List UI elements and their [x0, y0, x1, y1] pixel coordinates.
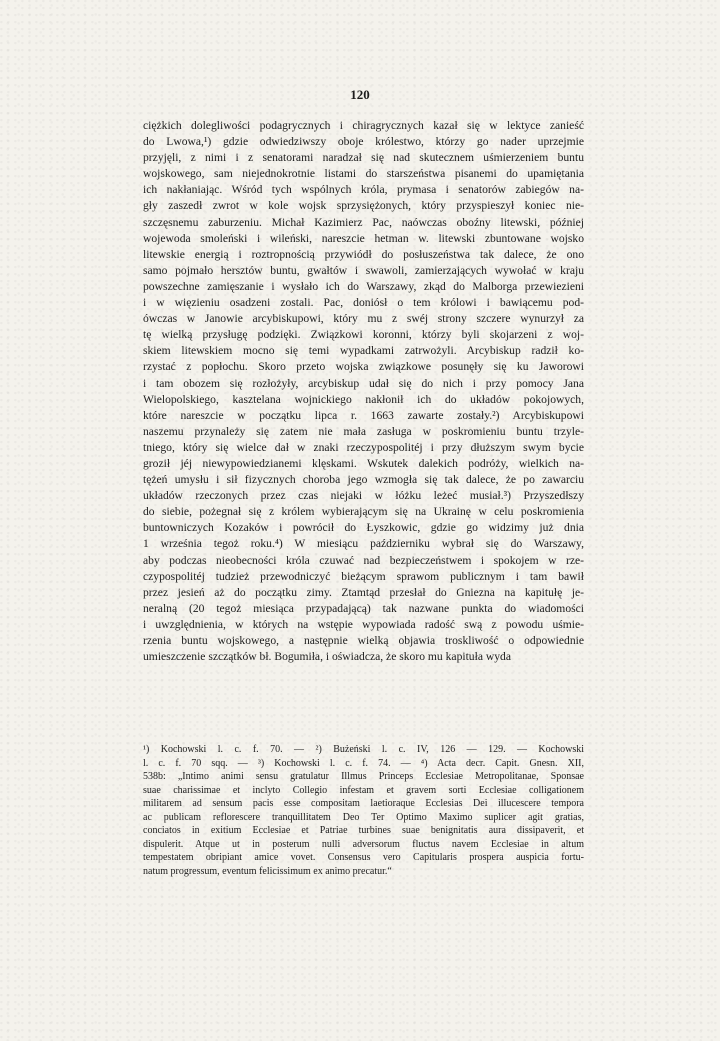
body-line: które nareszcie w początku lipca r. 1663 zawarte zostały.²) Arcybiskupowi — [143, 408, 584, 422]
body-line: ówczas w Janowie arcybiskupowi, który mu z swéj strony szczere wynurzył za — [143, 312, 584, 326]
body-line: tniego, który się wielce dał w znaki rzeczypospolitéj i przy dłuższym swym bycie — [143, 440, 584, 454]
body-line: wojskowego, sam niejednokrotnie listami do starszeństwa pisanemi do upamiętania — [143, 167, 584, 181]
footnote-line: dispulerit. Atque ut in posterum nulli adversorum fluctus navem Ecclesiae in altum — [143, 838, 584, 850]
body-line: przez jesień aż do początku zimy. Ztamtąd przesłał do Gniezna na kapitułę je- — [143, 585, 584, 599]
body-line: gły zaszedł zwrot w kole wojsk sprzysiężonych, który przyspieszył koniec nie- — [143, 199, 584, 213]
footnote-line: 538b: „Intimo animi sensu gratulatur Illmus Princeps Ecclesiae Metropolitanae, Sponsae — [143, 771, 584, 782]
body-text — [143, 118, 584, 665]
body-line: naszemu przynależy się zatem nie mała zasługa w poskromieniu buntu trzyle- — [143, 424, 584, 438]
body-line: rzenia buntu wojskowego, a następnie wielką objawia troskliwość o odpowiednie — [143, 634, 584, 647]
footnote-line: tempestatem obripiant amice vovet. Consensus vero Capitularis prospera auspicia fortu- — [143, 852, 584, 863]
page-number: 120 — [350, 87, 370, 102]
footnote-line: l. c. f. 70 sqq. — ³) Kochowski l. c. f. 74. — ⁴) Acta decr. Capit. Gnesn. XII, — [143, 757, 584, 769]
body-line: rzystać z popłochu. Skoro przeto wojska związkowe posunęły się ku Jaworowi — [143, 360, 584, 374]
body-line: buntowniczych Kozaków i powrócił do Łyszkowic, gdzie go widzimy już dnia — [143, 521, 584, 535]
footnote-line: ac publicam reflorescere tranquillitatem Deo Ter Optimo Maximo suplicer agit gratias, — [143, 811, 584, 823]
body-line: powszechne zamięszanie i wysłało ich do Warszawy, zkąd do Malborga przewiezieni — [143, 279, 584, 293]
body-line: tę wielką przysługę podzięki. Związkowi koronni, którzy byli skojarzeni z woj- — [143, 328, 584, 342]
body-line: wojewoda smoleński i wileński, nareszcie hetman w. litewski zbuntowane wojsko — [143, 231, 584, 245]
body-line: samo pojmało hersztów buntu, gwałtów i swawoli, zamierzających wywołać w kraju — [143, 263, 584, 277]
body-line: 1 września tegoż roku.⁴) W miesiącu październiku wybrał się do Warszawy, — [143, 537, 584, 551]
body-line: układów rzeczonych przez czas niejaki w łóżku leżeć musiał.³) Przyszedłszy — [143, 489, 584, 503]
footnote-line: ¹) Kochowski l. c. f. 70. — ²) Bużeński l. c. IV, 126 — 129. — Kochowski — [143, 744, 584, 755]
body-line: groził jéj niewypowiedzianemi klęskami. Wskutek dalekich podróży, wielkich na- — [143, 456, 584, 470]
footnote-line: natum progressum, eventum felicissimum ex animo precatur.“ — [143, 865, 392, 877]
body-line: przyjęli, z nimi i z senatorami naradzał się nad skutecznem uśmierzeniem buntu — [143, 151, 584, 165]
body-line: czypospolitéj tudzież przewodniczyć bieżącym sprawom publicznym i tam bawił — [143, 569, 584, 583]
body-line: Wielopolskiego, kasztelana wojnickiego nakłonił ich do układów pokojowych, — [143, 392, 584, 406]
body-line: do siebie, pożegnał się z królem wybierającym się na Ukrainę w celu poskromienia — [143, 505, 584, 519]
body-line: aby podczas nieobecności króla czuwać nad bezpieczeństwem i spokojem w rze- — [143, 553, 584, 567]
body-line: neralną (20 tegoż miesiąca przypadającą) tak nazwane punkta do wiadomości — [143, 601, 584, 615]
body-line: ciężkich dolegliwości podagrycznych i chiragrycznych kazał się w lektyce zanieść — [143, 119, 584, 132]
footnote-line: suae charissimae et inclyto Collegio infestam et gravem sorti Ecclesiae colligationem — [143, 784, 584, 796]
body-line: tężeń umysłu i sił fizycznych choroba jego wzmogła się tak dalece, że po zawarciu — [143, 473, 584, 487]
body-line: i w więzieniu osadzeni zostali. Pac, doniósł o tem królowi i bawiącemu pod- — [143, 296, 584, 310]
body-line: umieszczenie szczątków bł. Bogumiła, i oświadcza, że skoro mu kapituła wyda — [143, 650, 511, 664]
body-line: i tam obozem się rozłożyły, arcybiskup udał się do nich i przy pomocy Jana — [143, 376, 584, 390]
footnote-line: conciatos in exitium Ecclesiae et Patriae turbines suae benignitatis aura dissipaverit, et — [143, 825, 584, 836]
body-line: ich nakłaniając. Wśród tych wspólnych króla, prymasa i senatorów zabiegów na- — [143, 183, 584, 197]
body-line: skiem litewskiem mocno się temi wypadkami zatrwożyli. Arcybiskup radził ko- — [143, 344, 584, 358]
footnotes — [143, 743, 584, 878]
body-line: szczęsnemu zaburzeniu. Michał Kazimierz Pac, naówczas oboźny litewski, później — [143, 215, 584, 229]
body-line: i uwzględnienia, w których na wstępie wypowiada radość swą z powodu uśmie- — [143, 617, 584, 631]
body-line: litewskie energią i roztropnością przywiódł do posłuszeństwa tak dalece, że ono — [143, 247, 584, 261]
body-line: do Lwowa,¹) gdzie odwiedziwszy oboje królestwo, którzy go nader uprzejmie — [143, 135, 584, 149]
footnote-line: militarem ad sensum pacis esse compositam laetioraque Ecclesias Dei illucescere tempora — [143, 798, 584, 809]
